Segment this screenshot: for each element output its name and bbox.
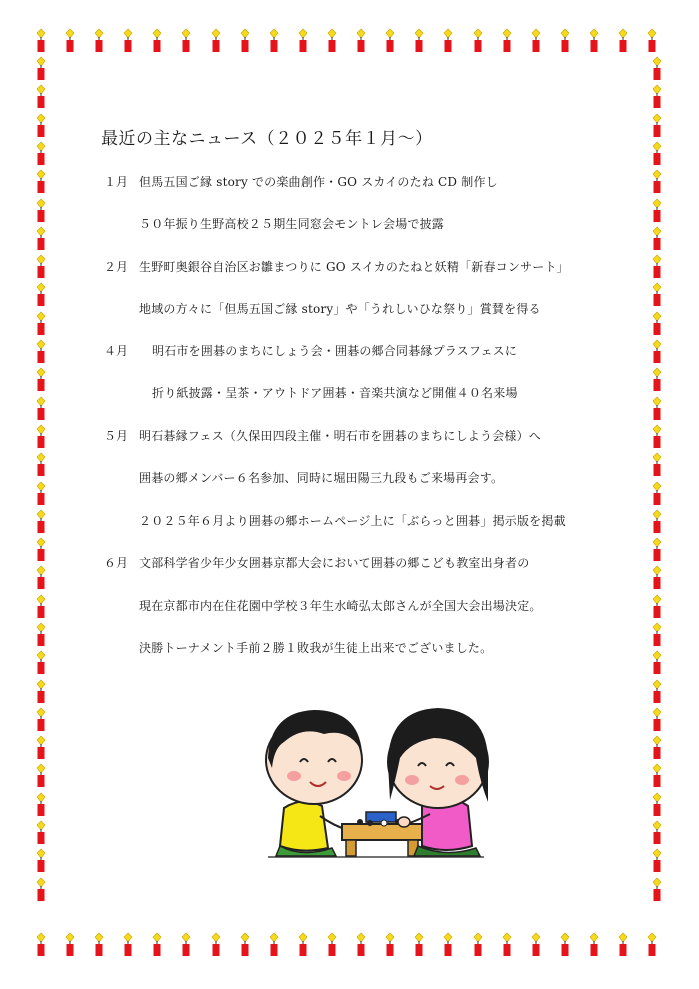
candle-icon	[153, 29, 161, 52]
candle-icon	[212, 29, 220, 52]
candle-icon	[153, 933, 161, 956]
candle-icon	[37, 538, 45, 561]
candle-icon	[561, 933, 569, 956]
candle-icon	[653, 397, 661, 420]
candle-icon	[653, 482, 661, 505]
candle-icon	[653, 538, 661, 561]
news-line: 明石碁縁フェス（久保田四段主催・明石市を囲碁のまちにしよう会様）へ	[139, 429, 542, 443]
news-line: ５０年振り生野高校２５期生同窓会モントレ会場で披露	[139, 217, 445, 231]
month-label-apr: ４月	[104, 344, 129, 358]
candle-icon	[37, 793, 45, 816]
candle-icon	[37, 368, 45, 391]
candle-icon	[212, 933, 220, 956]
candle-icon	[357, 933, 365, 956]
candle-icon	[619, 933, 627, 956]
candle-icon	[37, 453, 45, 476]
candle-icon	[66, 933, 74, 956]
children-playing-go-illustration	[262, 698, 494, 862]
news-line: ２０２５年６月より囲碁の郷ホームページ上に「ぶらっと囲碁」掲示版を掲載	[139, 514, 566, 528]
candle-icon	[653, 312, 661, 335]
candle-icon	[653, 114, 661, 137]
page-title: 最近の主なニュース（２０２５年１月〜）	[101, 129, 433, 149]
candle-icon	[653, 255, 661, 278]
candle-icon	[95, 933, 103, 956]
candle-icon	[653, 821, 661, 844]
candle-icon	[328, 933, 336, 956]
candle-icon	[503, 933, 511, 956]
month-label-feb: ２月	[104, 260, 129, 274]
candle-icon	[653, 878, 661, 901]
candle-icon	[653, 142, 661, 165]
candle-icon	[182, 933, 190, 956]
candle-icon	[37, 510, 45, 533]
candle-icon	[66, 29, 74, 52]
news-line: 但馬五国ご縁 story での楽曲創作・GO スカイのたね CD 制作し	[139, 175, 498, 189]
candle-icon	[653, 340, 661, 363]
candle-icon	[653, 736, 661, 759]
candle-icon	[386, 933, 394, 956]
candle-icon	[37, 651, 45, 674]
candle-icon	[37, 29, 45, 52]
candle-icon	[37, 708, 45, 731]
candle-icon	[653, 368, 661, 391]
candle-icon	[503, 29, 511, 52]
candle-icon	[37, 57, 45, 80]
candle-icon	[37, 764, 45, 787]
news-line: 明石市を囲碁のまちにしょう会・囲碁の郷合同碁縁プラスフェスに	[152, 344, 518, 358]
candle-icon	[37, 933, 45, 956]
news-line: 生野町奥銀谷自治区お雛まつりに GO スイカのたねと妖精「新春コンサート」	[139, 260, 569, 274]
candle-icon	[182, 29, 190, 52]
candle-icon	[299, 933, 307, 956]
candle-icon	[37, 340, 45, 363]
candle-icon	[37, 255, 45, 278]
candle-icon	[37, 425, 45, 448]
candle-icon	[37, 85, 45, 108]
candle-icon	[653, 680, 661, 703]
candle-icon	[532, 933, 540, 956]
candle-icon	[653, 425, 661, 448]
candle-icon	[648, 933, 656, 956]
candle-icon	[653, 199, 661, 222]
candle-icon	[37, 736, 45, 759]
candle-icon	[444, 29, 452, 52]
candle-icon	[653, 170, 661, 193]
candle-icon	[37, 680, 45, 703]
candle-icon	[561, 29, 569, 52]
candle-icon	[590, 933, 598, 956]
candle-icon	[37, 114, 45, 137]
candle-icon	[37, 199, 45, 222]
candle-icon	[653, 453, 661, 476]
candle-icon	[415, 29, 423, 52]
candle-icon	[653, 708, 661, 731]
news-line: 文部科学省少年少女囲碁京都大会において囲碁の郷こども教室出身者の	[139, 556, 530, 570]
candle-icon	[386, 29, 394, 52]
candle-icon	[653, 227, 661, 250]
news-line: 囲碁の郷メンバー６名参加、同時に堀田陽三九段もご来場再会す。	[139, 471, 504, 485]
candle-icon	[653, 793, 661, 816]
candle-icon	[653, 849, 661, 872]
candle-icon	[653, 566, 661, 589]
month-label-jan: １月	[104, 175, 129, 189]
candle-icon	[95, 29, 103, 52]
candle-icon	[37, 482, 45, 505]
candle-icon	[124, 29, 132, 52]
candle-icon	[590, 29, 598, 52]
candle-icon	[653, 764, 661, 787]
candle-icon	[444, 933, 452, 956]
news-line: 決勝トーナメント手前２勝１敗我が生徒上出来でございました。	[139, 641, 493, 655]
candle-icon	[37, 227, 45, 250]
month-label-jun: ６月	[104, 556, 129, 570]
candle-icon	[37, 142, 45, 165]
news-line: 現在京都市内在住花園中学校３年生水崎弘太郎さんが全国大会出場決定。	[139, 599, 542, 613]
candle-icon	[653, 623, 661, 646]
candle-icon	[37, 595, 45, 618]
candle-icon	[37, 283, 45, 306]
candle-icon	[653, 510, 661, 533]
candle-icon	[37, 566, 45, 589]
candle-icon	[37, 623, 45, 646]
candle-icon	[241, 933, 249, 956]
candle-icon	[37, 821, 45, 844]
candle-icon	[270, 29, 278, 52]
news-line: 折り紙披露・呈茶・アウトドア囲碁・音楽共演など開催４０名来場	[152, 386, 518, 400]
candle-icon	[532, 29, 540, 52]
candle-icon	[474, 29, 482, 52]
candle-icon	[653, 85, 661, 108]
candle-icon	[37, 312, 45, 335]
candle-icon	[37, 170, 45, 193]
candle-icon	[653, 57, 661, 80]
candle-icon	[648, 29, 656, 52]
candle-icon	[328, 29, 336, 52]
month-label-may: ５月	[104, 429, 129, 443]
candle-icon	[653, 651, 661, 674]
candle-icon	[474, 933, 482, 956]
candle-icon	[270, 933, 278, 956]
candle-icon	[619, 29, 627, 52]
news-line: 地域の方々に「但馬五国ご縁 story」や「うれしいひな祭り」賞賛を得る	[139, 302, 541, 316]
candle-icon	[415, 933, 423, 956]
candle-icon	[124, 933, 132, 956]
candle-icon	[37, 397, 45, 420]
candle-icon	[37, 849, 45, 872]
candle-icon	[241, 29, 249, 52]
candle-icon	[653, 283, 661, 306]
candle-icon	[357, 29, 365, 52]
candle-icon	[37, 878, 45, 901]
candle-icon	[299, 29, 307, 52]
candle-icon	[653, 595, 661, 618]
